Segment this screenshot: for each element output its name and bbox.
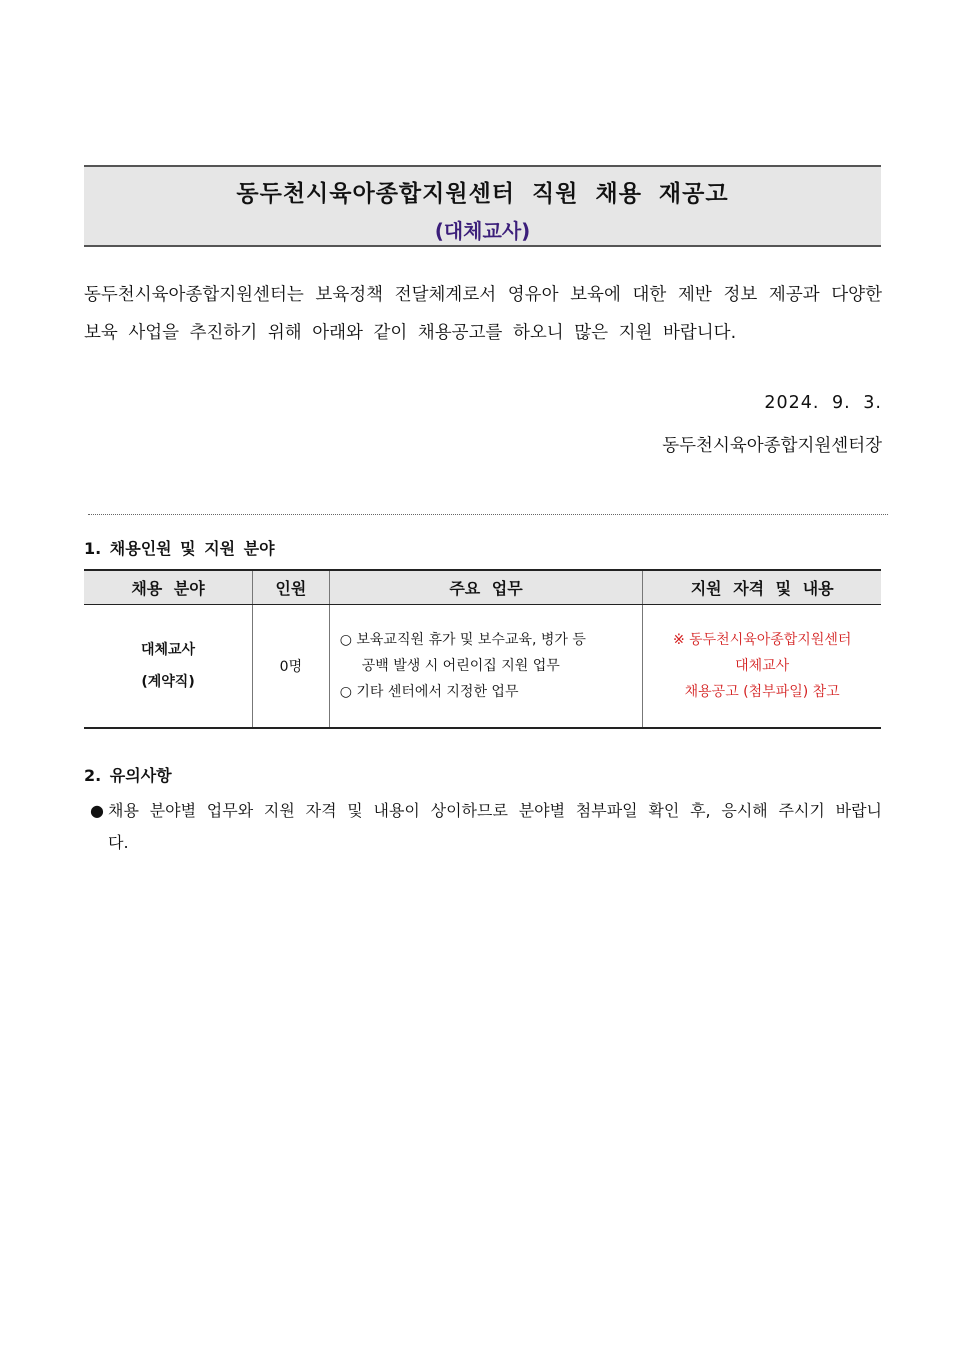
header-count: 인원 bbox=[253, 570, 330, 605]
field-name: 대체교사 bbox=[140, 642, 196, 658]
intro-paragraph: 동두천시육아종합지원센터는 보육정책 전달체계로서 영유아 보육에 대한 제반 정보 제공과 다양한 보육 사업을 추진하기 위해 아래와 같이 채용공고를 하오니 많은 지원 바랍니다. bbox=[84, 285, 882, 343]
duty-list bbox=[330, 627, 643, 705]
section-2-heading: 2. 유의사항 bbox=[84, 766, 172, 785]
page-title: 동두천시육아종합지원센터 직원 채용 재공고 bbox=[236, 181, 729, 207]
recruitment-table bbox=[84, 569, 881, 729]
field-type: (계약직) bbox=[141, 674, 195, 690]
section-1-heading: 1. 채용인원 및 지원 분야 bbox=[84, 539, 275, 558]
field-cell bbox=[84, 605, 253, 729]
announcement-date: 2024. 9. 3. bbox=[764, 393, 882, 413]
notice-item bbox=[90, 795, 882, 859]
duty-item-1: ○ 보육교직원 휴가 및 보수교육, 병가 등 bbox=[339, 632, 586, 648]
notice-text: 채용 분야별 업무와 지원 자격 및 내용이 상이하므로 분야별 첨부파일 확인 후, 응시해 주시기 바랍니다. bbox=[108, 801, 882, 852]
count-cell: 0명 bbox=[253, 605, 330, 729]
issuer-name: 동두천시육아종합지원센터장 bbox=[662, 436, 882, 456]
bullet-icon: ● bbox=[90, 801, 104, 820]
qualification-line-2: 대체교사 bbox=[735, 658, 790, 674]
page-subtitle: (대체교사) bbox=[434, 219, 531, 243]
table-row bbox=[84, 605, 881, 729]
duty-item-1-continued: 공백 발생 시 어린이집 지원 업무 bbox=[361, 658, 560, 674]
header-qualification: 지원 자격 및 내용 bbox=[643, 570, 881, 605]
qualification-cell bbox=[643, 605, 881, 729]
header-field: 채용 분야 bbox=[84, 570, 253, 605]
dotted-divider bbox=[88, 514, 888, 515]
duty-item-2: ○ 기타 센터에서 지정한 업무 bbox=[339, 684, 519, 700]
table-header-row bbox=[84, 570, 881, 605]
qualification-line-1: ※ 동두천시육아종합지원센터 bbox=[672, 632, 852, 648]
duties-cell bbox=[329, 605, 643, 729]
title-box bbox=[84, 165, 881, 247]
qualification-line-3: 채용공고 (첨부파일) 참고 bbox=[684, 684, 840, 700]
header-duties: 주요 업무 bbox=[329, 570, 643, 605]
